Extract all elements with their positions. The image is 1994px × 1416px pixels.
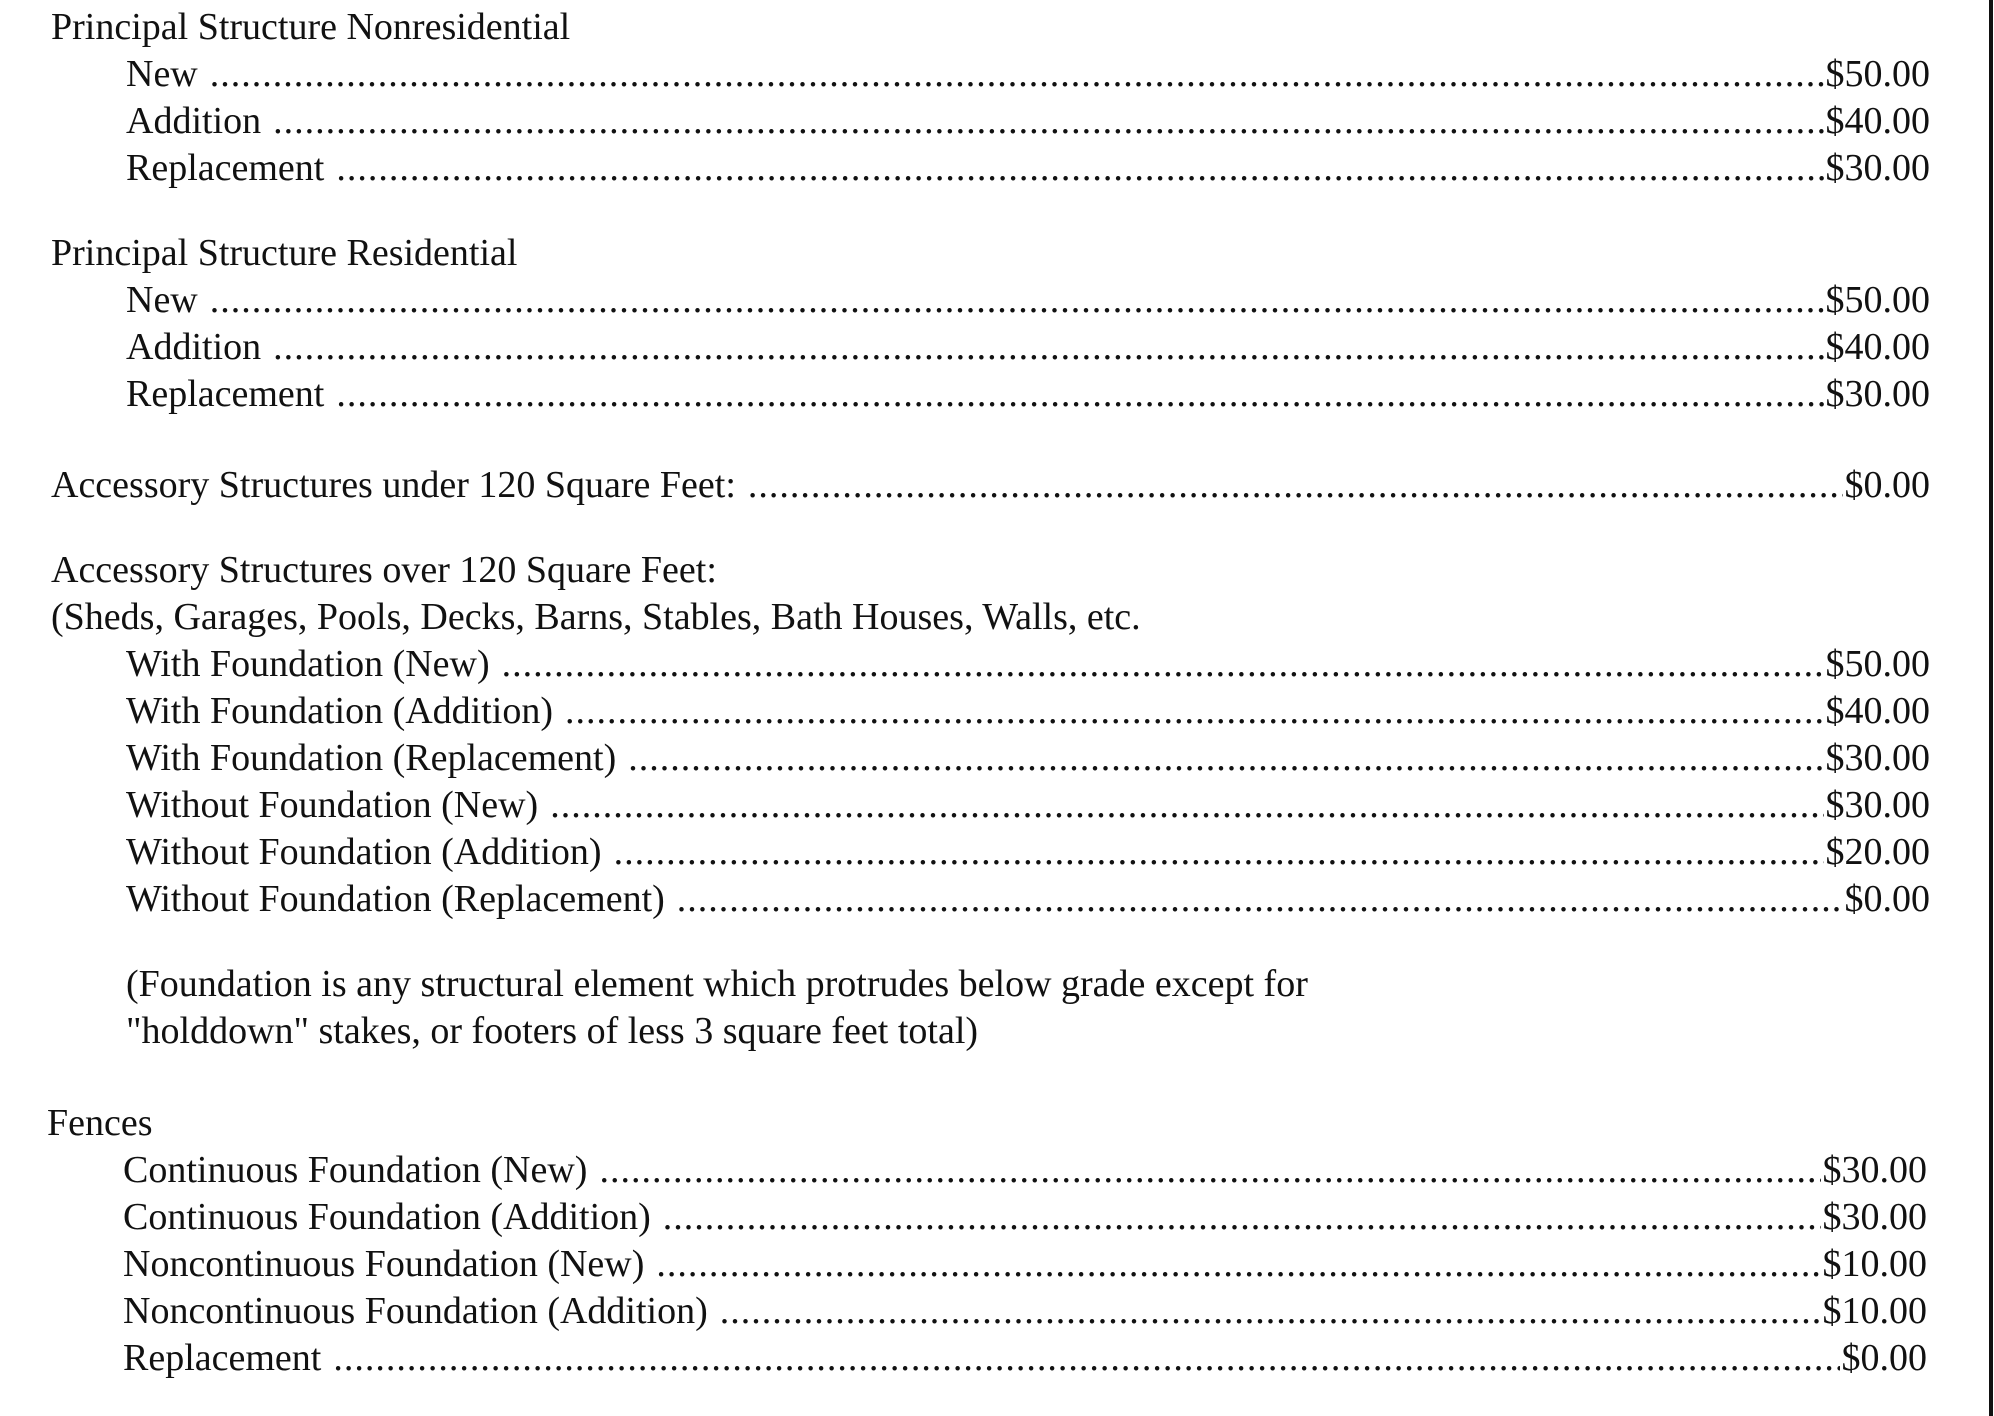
foundation-note-line-1 bbox=[126, 957, 1308, 1003]
section-title-text: Principal Structure Nonresidential bbox=[51, 6, 571, 48]
fee-row-nonres-addition bbox=[126, 94, 1930, 140]
fee-row-acc-with-foundation-addition bbox=[126, 684, 1930, 730]
fee-label: New bbox=[126, 53, 198, 95]
fee-row-accessory-under-120 bbox=[51, 458, 1930, 504]
dot-leader bbox=[656, 1245, 1820, 1283]
fee-label: Accessory Structures under 120 Square Feet: bbox=[51, 464, 736, 506]
fee-label: Continuous Foundation (New) bbox=[123, 1149, 588, 1191]
fee-label: Noncontinuous Foundation (New) bbox=[123, 1243, 645, 1285]
fee-amount: $40.00 bbox=[1825, 326, 1930, 368]
fee-amount: $30.00 bbox=[1822, 1149, 1927, 1191]
fee-row-fence-replacement bbox=[123, 1331, 1927, 1377]
fee-row-fence-continuous-new bbox=[123, 1143, 1927, 1189]
dot-leader bbox=[210, 281, 1824, 319]
fee-label: Replacement bbox=[126, 147, 325, 189]
fee-row-res-replacement bbox=[126, 367, 1930, 413]
section-title-text: Fences bbox=[47, 1102, 153, 1144]
dot-leader bbox=[273, 102, 1823, 140]
fee-label: New bbox=[126, 279, 198, 321]
fee-row-acc-without-foundation-addition bbox=[126, 825, 1930, 871]
dot-leader bbox=[748, 466, 1843, 504]
fee-amount: $20.00 bbox=[1825, 831, 1930, 873]
section-subtitle-text: (Sheds, Garages, Pools, Decks, Barns, Stables, Bath Houses, Walls, etc. bbox=[51, 596, 1141, 638]
fee-label: Addition bbox=[126, 100, 262, 142]
dot-leader bbox=[720, 1292, 1821, 1330]
dot-leader bbox=[628, 739, 1823, 777]
fee-row-acc-with-foundation-replacement bbox=[126, 731, 1930, 777]
dot-leader bbox=[677, 880, 1843, 918]
fee-label: Without Foundation (Replacement) bbox=[126, 878, 665, 920]
fee-amount: $0.00 bbox=[1841, 1337, 1927, 1379]
dot-leader bbox=[599, 1151, 1820, 1189]
fee-row-nonres-replacement bbox=[126, 141, 1930, 187]
fee-label: Without Foundation (New) bbox=[126, 784, 539, 826]
dot-leader bbox=[273, 328, 1823, 366]
section-subtitle-accessory-examples bbox=[51, 590, 1141, 636]
section-title-fences bbox=[47, 1096, 153, 1142]
fee-amount: $40.00 bbox=[1825, 100, 1930, 142]
fee-label: With Foundation (Replacement) bbox=[126, 737, 617, 779]
fee-amount: $30.00 bbox=[1825, 147, 1930, 189]
fee-row-fence-noncontinuous-addition bbox=[123, 1284, 1927, 1330]
dot-leader bbox=[550, 786, 1823, 824]
fee-amount: $30.00 bbox=[1822, 1196, 1927, 1238]
dot-leader bbox=[502, 645, 1824, 683]
fee-amount: $0.00 bbox=[1844, 878, 1930, 920]
fee-amount: $50.00 bbox=[1825, 279, 1930, 321]
fee-label: Continuous Foundation (Addition) bbox=[123, 1196, 651, 1238]
section-title-accessory-over-120 bbox=[51, 543, 717, 589]
section-title-residential bbox=[51, 226, 517, 272]
dot-leader bbox=[210, 55, 1824, 93]
note-text: (Foundation is any structural element which protrudes below grade except for bbox=[126, 963, 1308, 1005]
fee-row-res-new bbox=[126, 273, 1930, 319]
fee-amount: $0.00 bbox=[1844, 464, 1930, 506]
fee-label: Replacement bbox=[123, 1337, 322, 1379]
fee-row-acc-without-foundation-replacement bbox=[126, 872, 1930, 918]
fee-row-nonres-new bbox=[126, 47, 1930, 93]
fee-amount: $50.00 bbox=[1825, 53, 1930, 95]
foundation-note-line-2 bbox=[126, 1004, 978, 1050]
dot-leader bbox=[565, 692, 1824, 730]
dot-leader bbox=[663, 1198, 1821, 1236]
fee-label: Without Foundation (Addition) bbox=[126, 831, 602, 873]
section-title-text: Principal Structure Residential bbox=[51, 232, 518, 274]
fee-row-res-addition bbox=[126, 320, 1930, 366]
fee-amount: $30.00 bbox=[1825, 373, 1930, 415]
fee-amount: $40.00 bbox=[1825, 690, 1930, 732]
fee-label: Addition bbox=[126, 326, 262, 368]
section-title-nonresidential bbox=[51, 0, 570, 46]
dot-leader bbox=[333, 1339, 1839, 1377]
fee-amount: $10.00 bbox=[1822, 1243, 1927, 1285]
fee-amount: $10.00 bbox=[1822, 1290, 1927, 1332]
fee-row-fence-noncontinuous-new bbox=[123, 1237, 1927, 1283]
note-text: "holddown" stakes, or footers of less 3 square feet total) bbox=[126, 1010, 979, 1052]
fee-row-acc-without-foundation-new bbox=[126, 778, 1930, 824]
fee-label: With Foundation (New) bbox=[126, 643, 490, 685]
dot-leader bbox=[336, 375, 1823, 413]
fee-row-fence-continuous-addition bbox=[123, 1190, 1927, 1236]
dot-leader bbox=[336, 149, 1823, 187]
fee-label: Replacement bbox=[126, 373, 325, 415]
fee-amount: $30.00 bbox=[1825, 784, 1930, 826]
fee-amount: $30.00 bbox=[1825, 737, 1930, 779]
fee-row-acc-with-foundation-new bbox=[126, 637, 1930, 683]
fee-amount: $50.00 bbox=[1825, 643, 1930, 685]
fee-label: With Foundation (Addition) bbox=[126, 690, 553, 732]
dot-leader bbox=[614, 833, 1824, 871]
section-title-text: Accessory Structures over 120 Square Feet: bbox=[51, 549, 717, 591]
right-border-line bbox=[1989, 0, 1993, 1416]
fee-label: Noncontinuous Foundation (Addition) bbox=[123, 1290, 708, 1332]
